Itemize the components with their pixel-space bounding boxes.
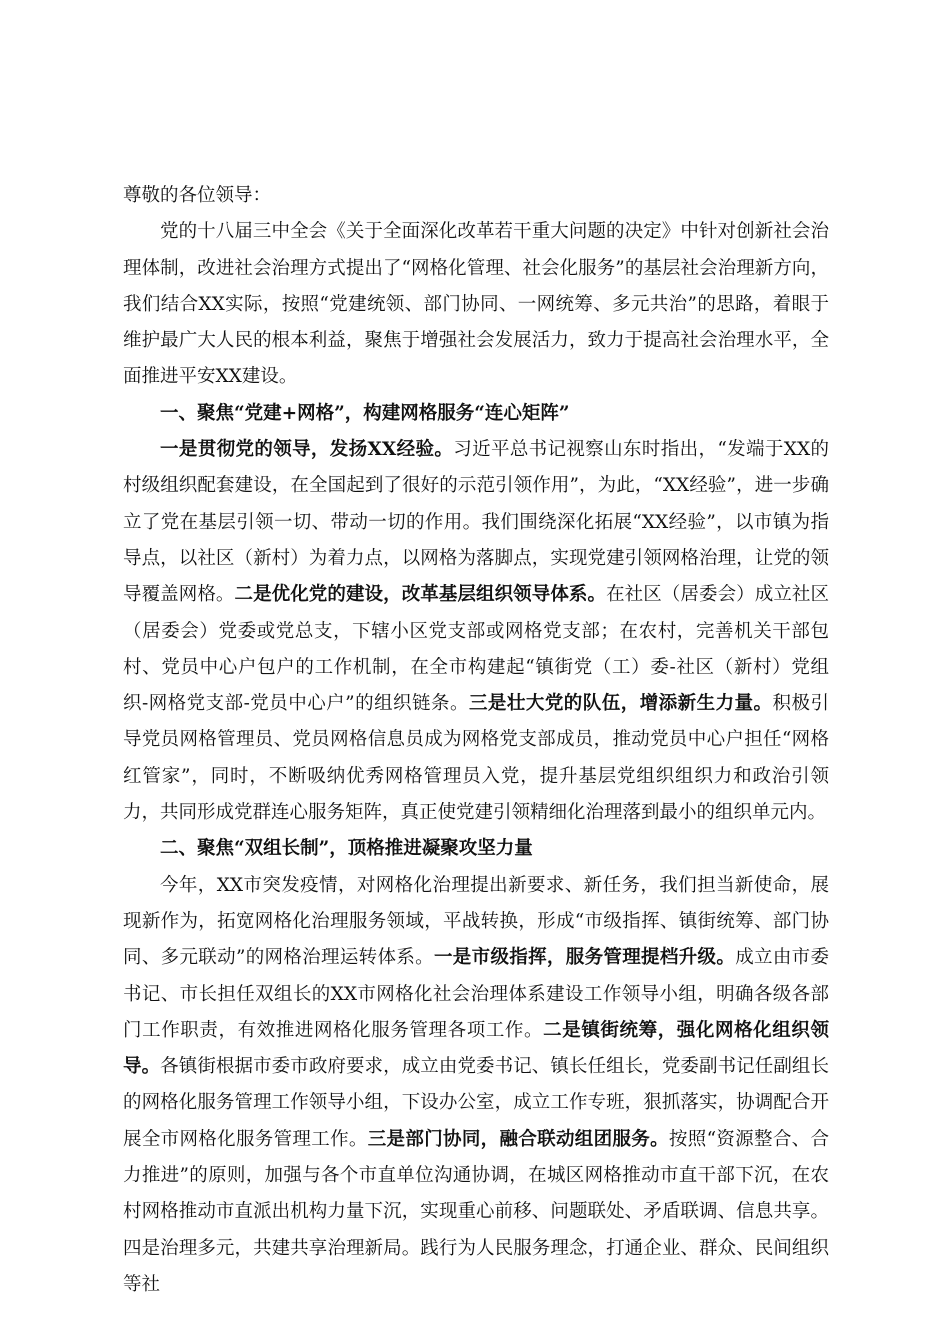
section-1-text-1: 习近平总书记视察山东时指出，“发端于XX的村级组织配套建设，在全国起到了很好的示范引领作用”，为此，“XX经验”，进一步确立了党在基层引领一切、带动一切的作用。我们围绕深化拓展“XX经验”，以市镇为指导点，以社区（新村）为着力点，以网格为落脚点，实现党建引领网格治理，让党的领导覆盖网格。 [123, 439, 829, 606]
section-2-text-1: 成立由市委书记、市长担任双组长的XX市网格化社会治理体系建设工作领导小组，明确各级各部门工作职责，有效推进网格化服务管理各项工作。 [123, 947, 829, 1041]
section-1-lead-1: 一是贯彻党的领导，发扬XX经验。 [160, 439, 454, 461]
section-2-heading: 二、聚焦“双组长制”，顶格推进凝聚攻坚力量 [160, 838, 533, 860]
section-2-text-2: 各镇街根据市委市政府要求，成立由党委书记、镇长任组长，党委副书记任副组长的网格化服务管理工作领导小组，下设办公室，成立工作专班，狠抓落实，协调配合开展全市网格化服务管理工作。 [123, 1056, 829, 1150]
section-1-text-2: 在社区（居委会）成立社区（居委会）党委或党总支，下辖小区党支部或网格党支部；在农村，完善机关干部包村、党员中心户包户的工作机制，在全市构建起“镇街党（工）委-社区（新村）党组织-网格党支部-党员中心户”的组织链条。 [123, 584, 829, 715]
section-2-text-0: 今年，XX市突发疫情，对网格化治理提出新要求、新任务，我们担当新使命，展现新作为，拓宽网格化治理服务领域，平战转换，形成“市级指挥、镇街统筹、部门协同、多元联动”的网格治理运转体系。 [123, 874, 829, 969]
section-2-lead-3: 三是部门协同，融合联动组团服务。 [367, 1128, 669, 1150]
section-1-heading: 一、聚焦“党建+网格”，构建网格服务“连心矩阵” [160, 402, 570, 424]
section-2-lead-1: 一是市级指挥，服务管理提档升级。 [433, 947, 736, 969]
section-2-paragraph [123, 868, 829, 1304]
section-1-lead-2: 二是优化党的建设，改革基层组织领导体系。 [234, 584, 607, 606]
section-1-text-3: 积极引导党员网格管理员、党员网格信息员成为网格党支部成员，推动党员中心户担任“网格红管家”，同时，不断吸纳优秀网格管理员入党，提升基层党组织组织力和政治引领力，共同形成党群连心服务矩阵，真正使党建引领精细化治理落到最小的组织单元内。 [123, 693, 829, 824]
section-1-paragraph [123, 432, 829, 831]
document-body [123, 178, 829, 1303]
section-1-lead-3: 三是壮大党的队伍，增添新生力量。 [468, 693, 773, 715]
section-2-lead-2: 二是镇街统筹，强化网格化组织领导。 [123, 1019, 829, 1078]
section-2-text-3: 按照“资源整合、合力推进”的原则，加强与各个市直单位沟通协调，在城区网格推动市直干部下沉，在农村网格推动市直派出机构力量下沉，实现重心前移、问题联处、矛盾联调、信息共享。四是治理多元，共建共享治理新局。践行为人民服务理念，打通企业、群众、民间组织等社 [123, 1128, 829, 1295]
salutation: 尊敬的各位领导： [123, 185, 272, 206]
intro-paragraph: 党的十八届三中全会《关于全面深化改革若干重大问题的决定》中针对创新社会治理体制，改进社会治理方式提出了“网格化管理、社会化服务”的基层社会治理新方向，我们结合XX实际，按照“党建统领、部门协同、一网统筹、多元共治”的思路，着眼于维护最广大人民的根本利益，聚焦于增强社会发展活力，致力于提高社会治理水平，全面推进平安XX建设。 [123, 221, 829, 388]
